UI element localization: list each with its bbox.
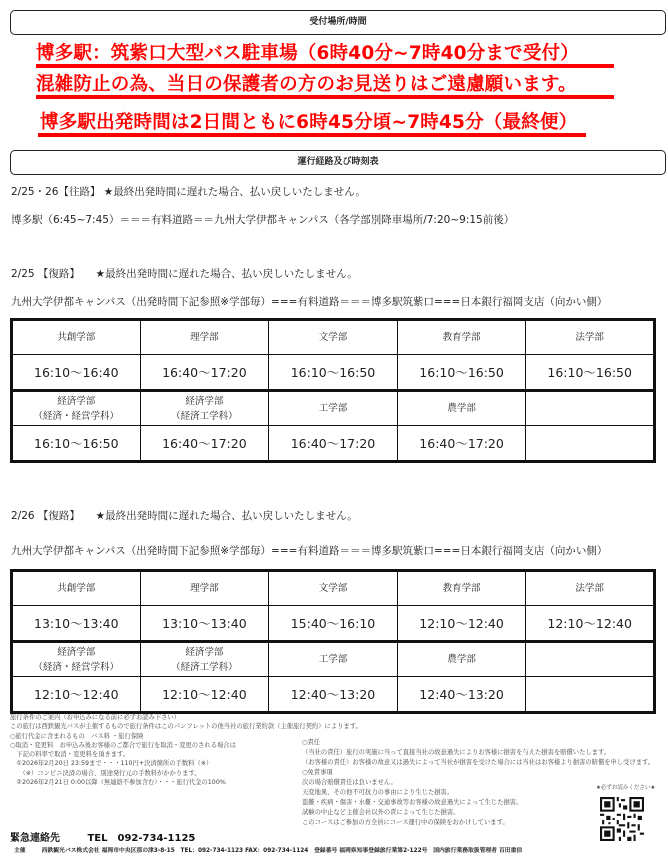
terms-line: （お客様の責任）お客様の故意又は過失によって当社が損害を受けた場合には当社はお客様より損害の賠償を申し受けます。 xyxy=(302,759,655,766)
return1-heading: 2/25 【復路】 ★最終出発時間に遅れた場合、払い戻しいたしません。 xyxy=(11,268,358,280)
faculty-cell: 文学部 xyxy=(269,571,398,606)
time-cell: 16:10～16:50 xyxy=(12,426,141,462)
terms-line: 天変地異、その他不可抗力の事由により生じた損害。 xyxy=(302,789,454,796)
terms-line: この旅行は西鉄観光バスが主催するもので旅行条件はこのパンフレットの他当社の旅行業約款（主催旅行契約）によります。 xyxy=(10,723,362,730)
time-cell: 13:10～13:40 xyxy=(12,606,141,642)
notice-reception-place: 博多駅：筑紫口大型バス駐車場（6時40分~7時40分まで受付） xyxy=(36,43,579,64)
faculty-name: 経済学部 xyxy=(57,646,96,658)
faculty-sub: （経済・経営学科） xyxy=(33,661,120,673)
empty-cell xyxy=(526,391,655,426)
emergency-tel: TEL 092-734-1125 xyxy=(87,833,196,844)
organizer-line xyxy=(14,845,522,854)
time-cell: 15:40～16:10 xyxy=(269,606,398,642)
return2-timetable xyxy=(10,569,656,714)
table-row xyxy=(12,320,655,355)
return2-heading: 2/26 【復路】 ★最終出発時間に遅れた場合、払い戻しいたしません。 xyxy=(11,510,358,522)
terms-line: 旅行条件のご案内（お申込みになる前に必ずお読み下さい） xyxy=(10,714,181,721)
faculty-name: 経済学部 xyxy=(185,395,224,407)
terms-line: 次の場合賠償責任は負いません。 xyxy=(302,779,397,786)
time-cell: 12:10～12:40 xyxy=(12,677,141,713)
faculty-name: 経済学部 xyxy=(57,395,96,407)
faculty-cell: 共創学部 xyxy=(12,571,141,606)
notice-underline xyxy=(36,64,614,68)
terms-line: ○免責事項 xyxy=(302,769,333,776)
time-cell: 16:10～16:40 xyxy=(12,355,141,391)
time-cell: 16:40～17:20 xyxy=(140,426,269,462)
emergency-label: 緊急連絡先 xyxy=(10,833,60,844)
time-cell: 16:10～16:50 xyxy=(397,355,526,391)
faculty-cell: 工学部 xyxy=(269,391,398,426)
qr-code[interactable] xyxy=(600,797,644,841)
terms-line: 試験の中止など主催会社以外の責によって生じた損害。 xyxy=(302,809,460,816)
qr-caption: ★必ずお読みください★ xyxy=(596,785,656,791)
faculty-cell xyxy=(12,391,141,426)
empty-cell xyxy=(526,426,655,462)
notice-departure-time: 博多駅出発時間は2日間ともに6時45分頃~7時45分（最終便） xyxy=(40,112,578,133)
faculty-cell: 工学部 xyxy=(269,642,398,677)
return2-route: 九州大学伊都キャンパス（出発時間下記参照※学部毎）===有料道路＝＝＝博多駅筑紫口===日本銀行福岡支店（向かい側） xyxy=(11,545,608,557)
organizer-label: 主催 xyxy=(14,848,26,854)
terms-line: 下記の料率で取消・変更料を頂きます。 xyxy=(10,751,130,758)
organizer-details: 西鉄観光バス株式会社 福岡市中央区那の津3-8-15 TEL：092-734-1123 FAX：092-734-1124 登録番号 福岡県知事登録旅行業第2-122号 国内旅行業務取扱管理者 百田重信 xyxy=(41,848,523,854)
time-cell: 16:10～16:50 xyxy=(526,355,655,391)
table-row xyxy=(12,677,655,713)
table-row xyxy=(12,355,655,391)
time-cell: 12:40～13:20 xyxy=(269,677,398,713)
empty-cell xyxy=(526,677,655,713)
reception-header-title: 受付場所/時間 xyxy=(309,17,367,27)
faculty-cell: 法学部 xyxy=(526,571,655,606)
outbound-route: 博多駅（6:45~7:45）＝＝＝有料道路＝＝九州大学伊都キャンパス（各学部別降車場所/7:20~9:15前後） xyxy=(11,214,515,226)
time-cell: 13:10～13:40 xyxy=(140,606,269,642)
faculty-cell xyxy=(140,391,269,426)
faculty-cell: 法学部 xyxy=(526,320,655,355)
time-cell: 12:10～12:40 xyxy=(397,606,526,642)
faculty-cell xyxy=(140,642,269,677)
table-row xyxy=(12,391,655,426)
terms-line: ○旅行代金に含まれるもの バス料 ・旅行保険 xyxy=(10,733,144,740)
faculty-cell: 農学部 xyxy=(397,642,526,677)
faculty-sub: （経済工学科） xyxy=(171,410,238,422)
time-cell: 12:40～13:20 xyxy=(397,677,526,713)
terms-line: ○責任 xyxy=(302,739,321,746)
faculty-cell: 教育学部 xyxy=(397,571,526,606)
terms-line: ②2026年2月21日 0:00以降（無連絡不参加含む）・・・旅行代金の100% xyxy=(10,779,226,786)
time-cell: 16:40～17:20 xyxy=(269,426,398,462)
faculty-cell: 共創学部 xyxy=(12,320,141,355)
table-row xyxy=(12,606,655,642)
terms-line: （※）コンビニ決済の場合、別途発行元の手数料がかかります。 xyxy=(10,770,201,777)
table-row xyxy=(12,642,655,677)
return1-route: 九州大学伊都キャンパス（出発時間下記参照※学部毎）===有料道路＝＝＝博多駅筑紫口===日本銀行福岡支店（向かい側） xyxy=(11,296,608,308)
faculty-cell: 理学部 xyxy=(140,571,269,606)
terms-line: ○取消・変更料 お申込み後お客様のご都合で旅行を取消・変更のされる場合は xyxy=(10,742,236,749)
notice-no-sendoff: 混雑防止の為、当日の保護者の方のお見送りはご遠慮願います。 xyxy=(36,74,577,95)
return1-timetable xyxy=(10,318,656,463)
time-cell: 16:10～16:50 xyxy=(269,355,398,391)
faculty-cell: 文学部 xyxy=(269,320,398,355)
faculty-name: 経済学部 xyxy=(185,646,224,658)
faculty-cell: 教育学部 xyxy=(397,320,526,355)
route-header-box xyxy=(10,150,666,175)
notice-underline xyxy=(38,133,586,137)
outbound-heading: 2/25・26【往路】 ★最終出発時間に遅れた場合、払い戻しいたしません。 xyxy=(11,186,366,198)
terms-line: ①2026年2月20日 23:59まで・・・110円+決済箇所の手数料（※） xyxy=(10,760,213,767)
terms-line: このコースはご参加の方全員にコース運行中の保険をおかけしています。 xyxy=(302,819,509,826)
reception-header-box xyxy=(10,10,666,35)
faculty-sub: （経済工学科） xyxy=(171,661,238,673)
faculty-sub: （経済・経営学科） xyxy=(33,410,120,422)
time-cell: 12:10～12:40 xyxy=(526,606,655,642)
faculty-cell xyxy=(12,642,141,677)
table-row xyxy=(12,571,655,606)
terms-line: 盗難・疾病・傷害・水難・交通事故等お客様の故意過失によって生じた損害。 xyxy=(302,799,523,806)
time-cell: 12:10～12:40 xyxy=(140,677,269,713)
faculty-cell: 理学部 xyxy=(140,320,269,355)
faculty-cell: 農学部 xyxy=(397,391,526,426)
emergency-contact xyxy=(10,829,195,844)
route-header-title: 運行経路及び時刻表 xyxy=(297,157,379,167)
terms-line: （当社の責任）旅行の実施に当って直接当社の故意過失によりお客様に損害を与えた損害を賠償いたします。 xyxy=(302,749,611,756)
table-row xyxy=(12,426,655,462)
time-cell: 16:40～17:20 xyxy=(140,355,269,391)
empty-cell xyxy=(526,642,655,677)
notice-underline xyxy=(36,95,614,99)
time-cell: 16:40～17:20 xyxy=(397,426,526,462)
